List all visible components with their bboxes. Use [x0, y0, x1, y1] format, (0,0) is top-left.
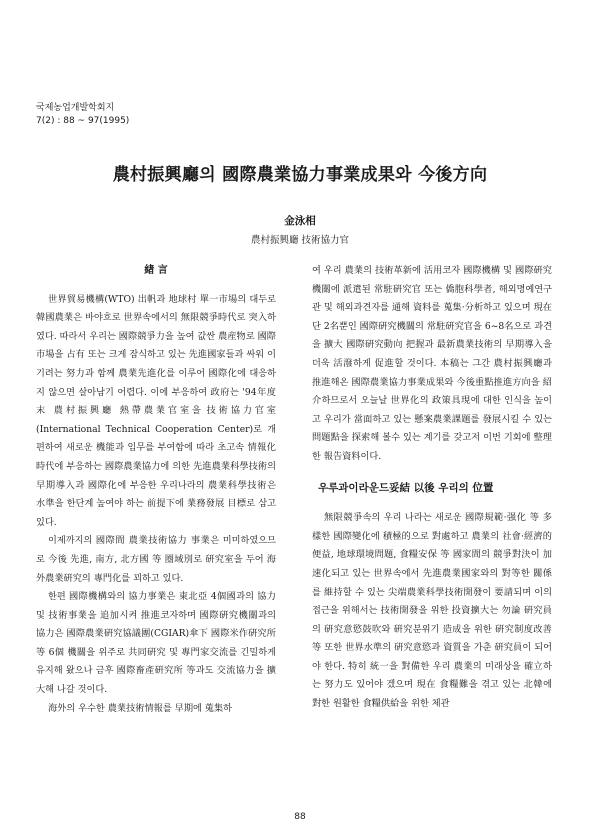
right-column	[312, 262, 552, 714]
paragraph: 世界貿易機構(WTO) 出帆과 地球村 單一市場의 대두로 韓國農業은 바야흐로 世界속에서의 無限競爭時代로 突入하였다. 따라서 우리는 國際競爭力을 높여 값싼 農産物로 國際市場을 占有 또는 크게 잠식하고 있는 先進國家들과 싸워 이기려는 努力과 함께 農業先進化를 이루어 國際化에 대응하지 않으면 살아남기 어렵다. 이에 부응하여 政府는 '94年度末 農村振興廳 熱帶農業官室을 技術協力官室(International Technical Cooperation Center)로 개편하여 새로운 機能과 임무를 부여함에 따라 초고속 情報化時代에 부응하는 國際農業協力에 의한 先進農業科學技術의 早期導入과 國際化에 부응한 우리나라의 農業科學技術은 水準을 한단계 높여야 하는 前提下에 業務發展 目標로 삼고 있다.	[36, 293, 276, 528]
journal-name: 국제농업개발학회지	[36, 103, 115, 113]
paragraph: 이제까지의 國際間 農業技術協力 事業은 미미하였으므로 今後 先進, 南方, 北方國 等 圈域別로 硏究室을 두어 海外農業硏究의 專門化를 꾀하고 있다.	[36, 535, 276, 584]
paragraph: 한편 國際機構와의 協力事業은 東北亞 4個國과의 協力 및 技術事業을 追加시켜 推進코자하며 國際硏究機關과의 協力은 國際農業硏究協議團(CGIAR)傘下 國際米作硏究所 等 6個 機關을 위주로 共同硏究 및 專門家交流를 긴밀하게 유지해 왔으나 금후 國際畜產硏究所 等과도 交流協力을 擴大해 나갈 것이다.	[36, 591, 276, 696]
intro-heading: 緖 言	[144, 265, 168, 276]
section-heading: 우루과이라운드妥結 以後 우리의 位置	[318, 481, 494, 494]
page-number: 88	[294, 812, 306, 822]
left-column	[36, 262, 276, 718]
author-name: 金泳相	[284, 215, 316, 227]
author-affiliation: 農村振興廳 技術協力官	[250, 235, 350, 246]
paragraph: 無限競爭속의 우리 나라는 새로운 國際規範·强化 等 多樣한 國際變化에 積極的으로 對處하고 農業의 社會·經濟的 便益, 地球環境問題, 食糧安保 等 國家間의 競爭對決이 加速化되고 있는 世界속에서 先進農業國家와의 對等한 關係를 維持할 수 있는 尖端農業科學技術開發이 要請되며 이의 접근을 위해서는 技術開發을 위한 投資擴大는 勿論 硏究員의 硏究意慾鼓吹와 硏究분위기 造成을 위한 硏究制度改善 等 또한 世界水準의 硏究意慾과 資質을 가춘 硏究員이 되어야 한다. 特히 統一을 對備한 우리 農業의 미래상을 確立하는 努力도 있어야 겠으며 現在 食糧難을 겪고 있는 北韓에 對한 원활한 食糧供給을 위한 체관	[312, 512, 552, 710]
journal-info	[36, 102, 129, 128]
paper-title: 農村振興廳의 國際農業協力事業成果와 今後方向	[112, 165, 488, 185]
journal-volume: 7(2) : 88 ~ 97(1995)	[36, 116, 130, 126]
paragraph: 海外의 우수한 農業技術情報를 早期에 蒐集하	[48, 702, 233, 714]
paragraph: 여 우리 農業의 技術革新에 活用코자 國際機構 및 國際硏究機關에 派遣된 常駐硏究官 또는 僑胞科學者, 해외명예연구관 및 해외과견자를 通해 資料를 蒐集·分析하고 있으며 現在 단 2名뿐인 國際硏究機關의 常駐硏究官을 6~8名으로 과견을 擴大 國際硏究動向 把握과 最新農業技術의 早期導入을 더욱 活潑하게 促進할 것이다. 本稿는 그간 農村振興廳과 推進해온 國際農業協力事業成果와 今後重點推進方向을 紹介하므로서 오늘날 世界化의 政策具現에 대한 인식을 높이고 우리가 當面하고 있는 懸案農業課題를 發展시킬 수 있는 問題點을 探索해 볼수 있는 계기를 갖고저 이번 기회에 整理한 報告資料이다.	[312, 265, 552, 462]
